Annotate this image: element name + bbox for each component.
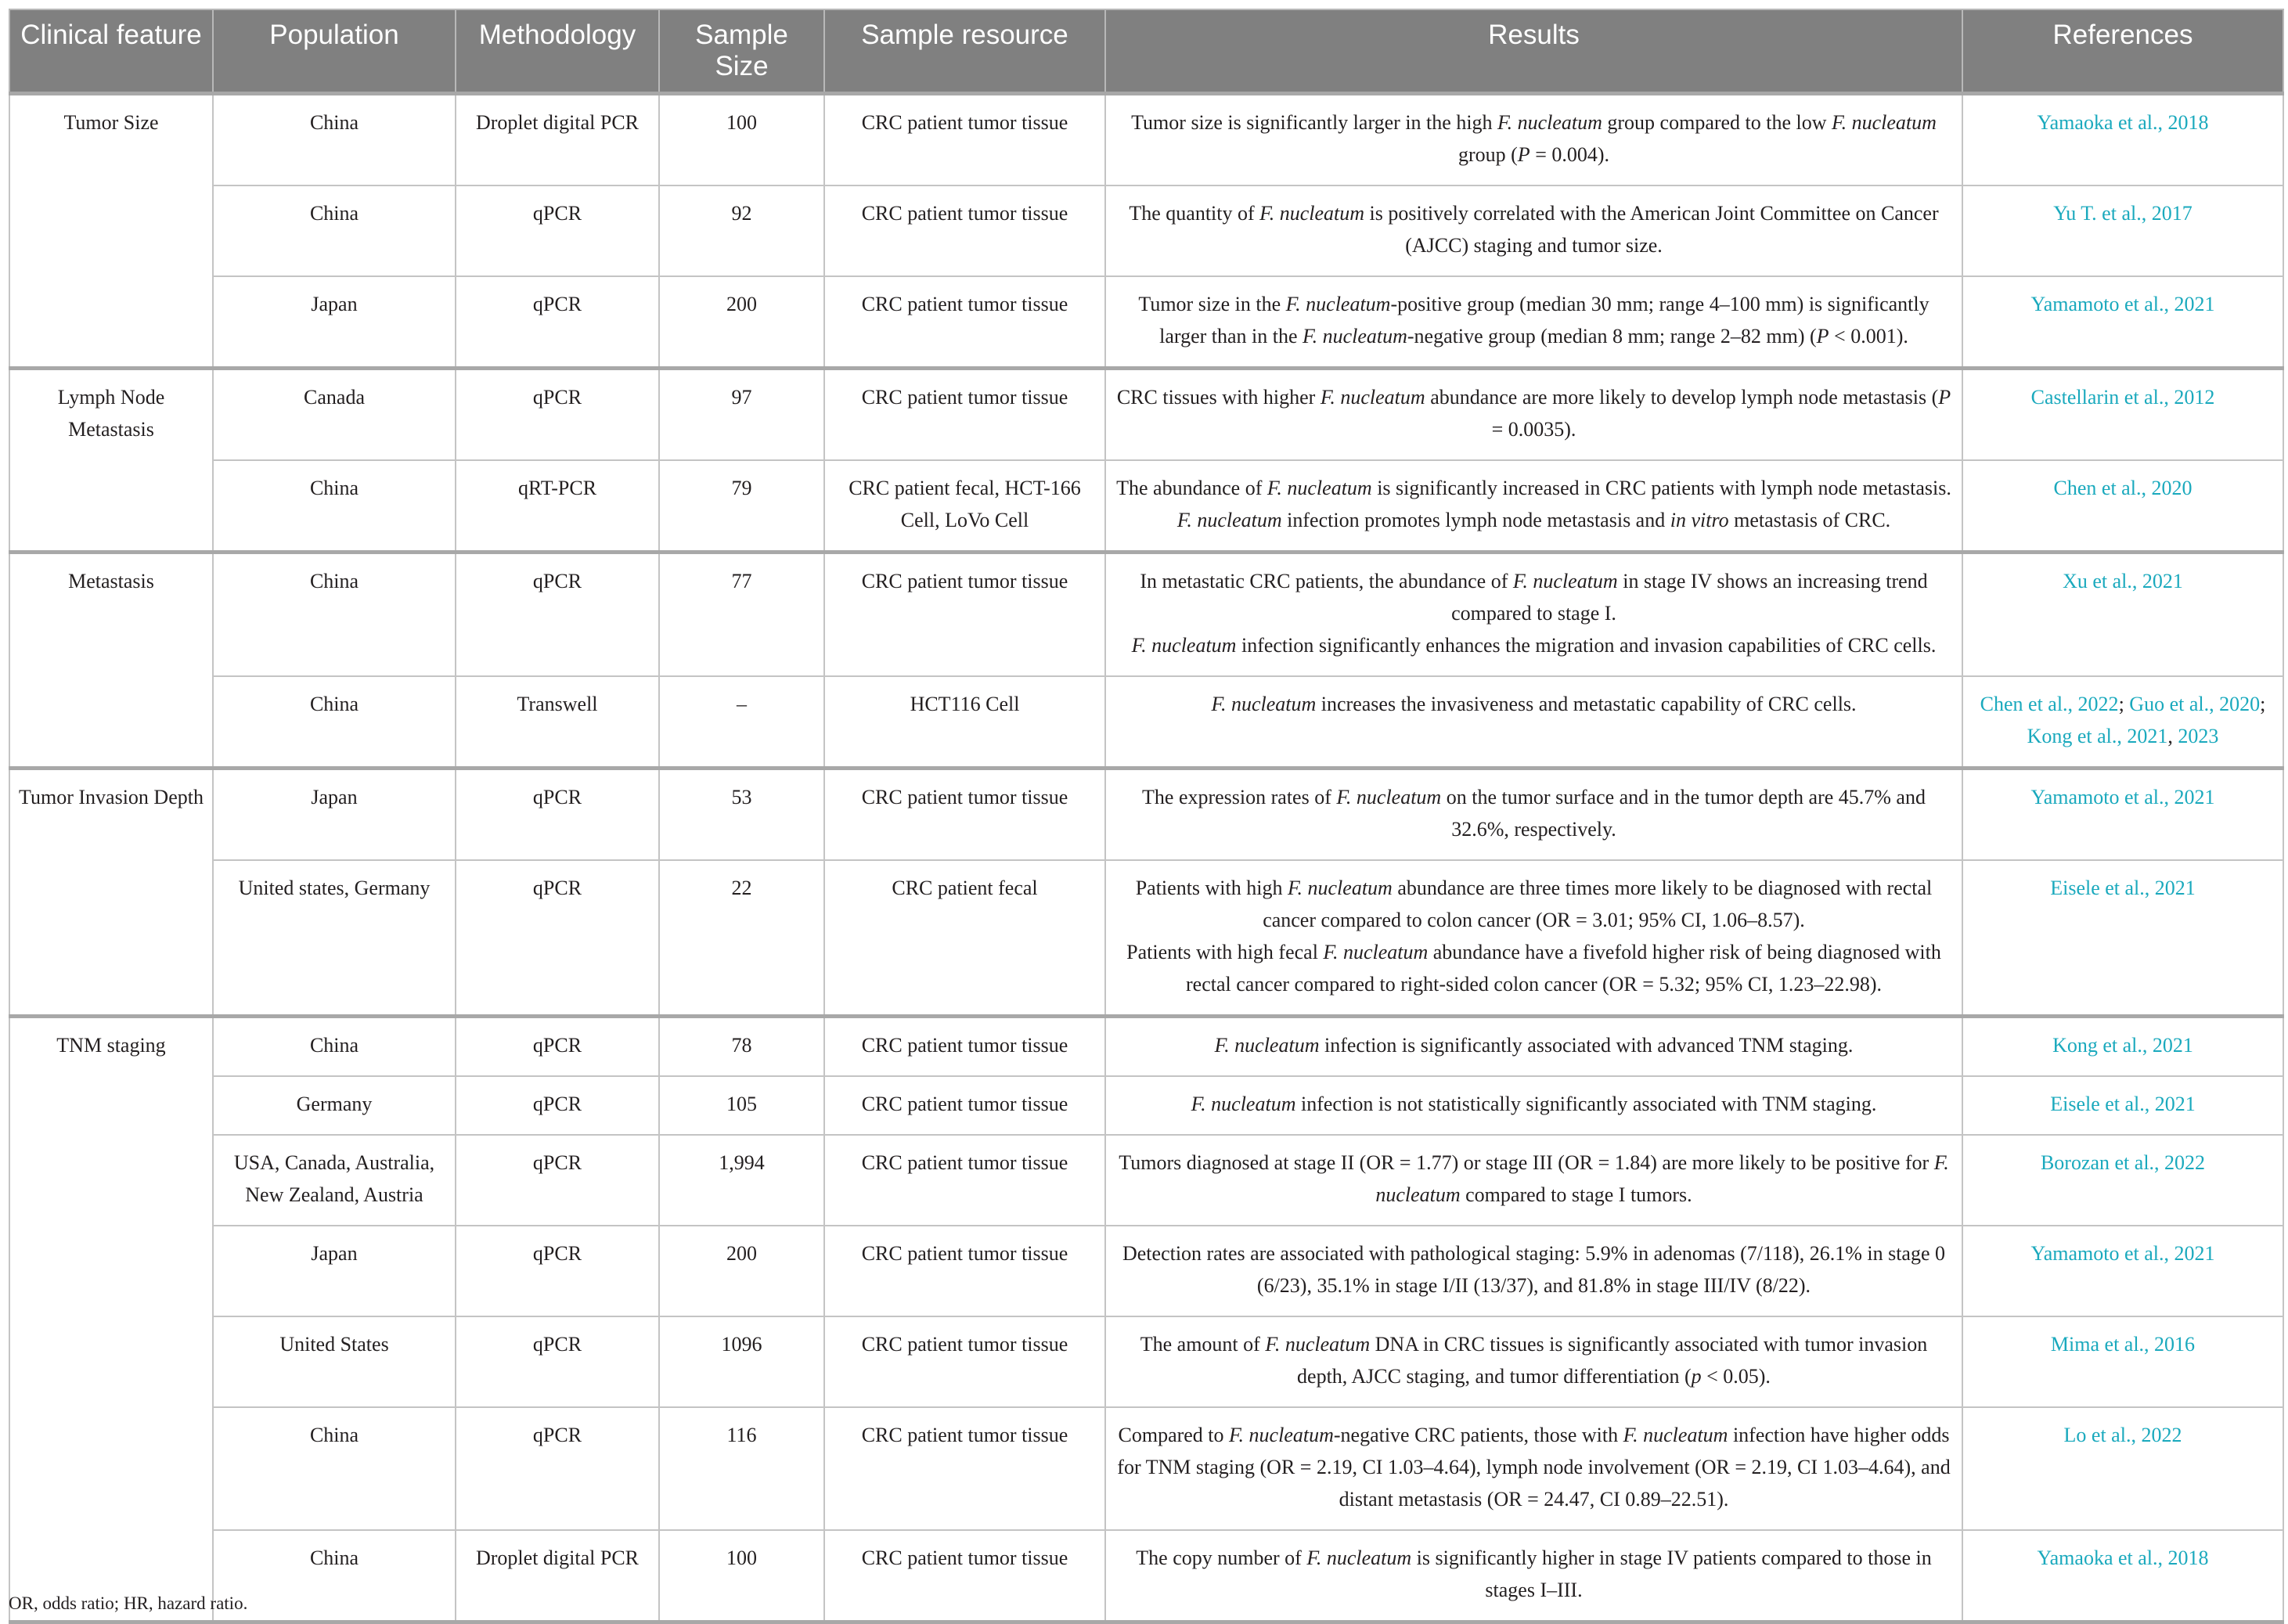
italic-text: F. nucleatum: [1512, 570, 1618, 592]
methodology-cell: Droplet digital PCR: [456, 1530, 659, 1622]
text-segment: CRC tissues with higher: [1116, 386, 1321, 409]
header-methodology: Methodology: [456, 9, 659, 94]
text-segment: infection have higher odds for TNM staging (OR = 2.19, CI 1.03–4.64), lymph node involvement (OR = 2.19, CI 1.03–4.64), and distant metastasis (OR = 24.47, CI 0.89–22.51).: [1117, 1424, 1951, 1511]
sample-resource-cell: CRC patient tumor tissue: [824, 1076, 1105, 1135]
references-cell: [1962, 369, 2283, 461]
text-segment: The quantity of: [1129, 202, 1260, 225]
sample-resource-cell: CRC patient tumor tissue: [824, 1407, 1105, 1530]
results-paragraph: [1114, 1328, 1954, 1392]
reference-link[interactable]: 2023: [2178, 725, 2219, 747]
population-cell: China: [213, 185, 456, 276]
results-paragraph: [1114, 381, 1954, 445]
text-segment: = 0.0035).: [1491, 418, 1576, 441]
results-cell: [1105, 1530, 1962, 1622]
italic-text: F. nucleatum: [1267, 477, 1372, 499]
text-segment: is significantly higher in stage IV patients compared to those in stages I–III.: [1411, 1547, 1932, 1601]
sample-size-cell: 53: [659, 769, 824, 861]
italic-text: F. nucleatum: [1623, 1424, 1728, 1446]
text-segment: is significantly increased in CRC patients with lymph node metastasis.: [1371, 477, 1951, 499]
text-segment: The copy number of: [1136, 1547, 1307, 1569]
reference-link[interactable]: Kong et al., 2021: [2052, 1034, 2193, 1057]
methodology-cell: qPCR: [456, 1017, 659, 1077]
sample-size-cell: 100: [659, 1530, 824, 1622]
italic-text: F. nucleatum: [1336, 786, 1442, 808]
results-cell: [1105, 1316, 1962, 1407]
table-row: [9, 676, 2283, 769]
population-cell: Japan: [213, 1226, 456, 1316]
clinical-feature-cell: Metastasis: [9, 553, 213, 769]
methodology-cell: qPCR: [456, 1316, 659, 1407]
sample-resource-cell: HCT116 Cell: [824, 676, 1105, 769]
references-cell: [1962, 860, 2283, 1017]
results-paragraph: [1114, 1542, 1954, 1606]
references-cell: [1962, 185, 2283, 276]
references-cell: [1962, 1135, 2283, 1226]
references-cell: [1962, 1407, 2283, 1530]
italic-text: F. nucleatum: [1303, 325, 1407, 347]
table-row: [9, 1316, 2283, 1407]
results-paragraph: [1114, 688, 1954, 720]
population-cell: China: [213, 460, 456, 553]
table-row: [9, 460, 2283, 553]
results-cell: [1105, 769, 1962, 861]
sample-resource-cell: CRC patient tumor tissue: [824, 553, 1105, 677]
text-segment: infection promotes lymph node metastasis and: [1281, 509, 1670, 531]
text-segment: Patients with high fecal: [1126, 941, 1324, 963]
text-segment: Detection rates are associated with pathological staging: 5.9% in adenomas (7/118), 26.1% in stage 0 (6/23), 35.1% in stage I/II (13/37), and 81.8% in stage III/IV (8/22).: [1122, 1242, 1946, 1297]
results-cell: [1105, 553, 1962, 677]
results-paragraph: [1114, 781, 1954, 845]
table-row: [9, 185, 2283, 276]
references-cell: [1962, 1316, 2283, 1407]
results-cell: [1105, 94, 1962, 186]
sample-size-cell: 116: [659, 1407, 824, 1530]
results-paragraph: [1114, 288, 1954, 352]
references-cell: [1962, 276, 2283, 369]
references-cell: [1962, 1226, 2283, 1316]
population-cell: China: [213, 94, 456, 186]
text-segment: Tumors diagnosed at stage II (OR = 1.77) or stage III (OR = 1.84) are more likely to be positive for: [1119, 1151, 1934, 1174]
results-cell: [1105, 1076, 1962, 1135]
references-cell: [1962, 460, 2283, 553]
results-cell: [1105, 1135, 1962, 1226]
results-cell: [1105, 1407, 1962, 1530]
references-cell: [1962, 553, 2283, 677]
results-cell: [1105, 460, 1962, 553]
sample-resource-cell: CRC patient tumor tissue: [824, 94, 1105, 186]
italic-text: F. nucleatum: [1287, 877, 1393, 899]
header-references: References: [1962, 9, 2283, 94]
results-paragraph: [1114, 629, 1954, 661]
sample-resource-cell: CRC patient tumor tissue: [824, 1135, 1105, 1226]
population-cell: Canada: [213, 369, 456, 461]
methodology-cell: qPCR: [456, 276, 659, 369]
italic-text: F. nucleatum: [1176, 509, 1282, 531]
italic-text: P: [1517, 143, 1530, 166]
footnote: OR, odds ratio; HR, hazard ratio.: [9, 1593, 248, 1613]
text-segment: -negative CRC patients, those with: [1333, 1424, 1623, 1446]
header-population: Population: [213, 9, 456, 94]
header-sample-resource: Sample resource: [824, 9, 1105, 94]
sample-resource-cell: CRC patient tumor tissue: [824, 1017, 1105, 1077]
clinical-feature-cell: TNM staging: [9, 1017, 213, 1622]
text-segment: The abundance of: [1116, 477, 1267, 499]
reference-link[interactable]: Yamamoto et al., 2021: [2030, 786, 2215, 808]
table-row: [9, 1530, 2283, 1622]
text-segment: The expression rates of: [1142, 786, 1337, 808]
header-sample-size: Sample Size: [659, 9, 824, 94]
separator: ,: [2167, 725, 2178, 747]
text-segment: compared to stage I tumors.: [1460, 1183, 1692, 1206]
text-segment: group (: [1457, 143, 1518, 166]
text-segment: < 0.001).: [1829, 325, 1908, 347]
methodology-cell: qPCR: [456, 1076, 659, 1135]
sample-resource-cell: CRC patient tumor tissue: [824, 185, 1105, 276]
header-clinical-feature: Clinical feature: [9, 9, 213, 94]
population-cell: China: [213, 676, 456, 769]
text-segment: In metastatic CRC patients, the abundance of: [1140, 570, 1513, 592]
results-paragraph: [1114, 1147, 1954, 1211]
population-cell: United states, Germany: [213, 860, 456, 1017]
reference-link[interactable]: Guo et al., 2020: [2129, 693, 2261, 715]
methodology-cell: Transwell: [456, 676, 659, 769]
sample-size-cell: 79: [659, 460, 824, 553]
italic-text: p: [1691, 1365, 1702, 1388]
results-paragraph: [1114, 504, 1954, 536]
methodology-cell: qPCR: [456, 1226, 659, 1316]
reference-link[interactable]: Yamaoka et al., 2018: [2037, 111, 2209, 134]
text-segment: infection is significantly associated with advanced TNM staging.: [1319, 1034, 1854, 1057]
table-row: [9, 1017, 2283, 1077]
results-paragraph: [1114, 936, 1954, 1000]
clinical-features-table: [9, 9, 2284, 1624]
references-cell: [1962, 676, 2283, 769]
results-cell: [1105, 276, 1962, 369]
text-segment: abundance have a fivefold higher risk of being diagnosed with rectal cancer compared to right-sided colon cancer (OR = 5.32; 95% CI, 1.23–22.98).: [1186, 941, 1941, 996]
italic-text: F. nucleatum: [1497, 111, 1602, 134]
population-cell: China: [213, 1017, 456, 1077]
text-segment: infection significantly enhances the migration and invasion capabilities of CRC cells.: [1236, 634, 1937, 657]
clinical-feature-cell: Tumor Size: [9, 94, 213, 369]
reference-link[interactable]: Xu et al., 2021: [2063, 570, 2183, 592]
sample-size-cell: 1,994: [659, 1135, 824, 1226]
results-cell: [1105, 369, 1962, 461]
table-row: [9, 1076, 2283, 1135]
table-row: [9, 1135, 2283, 1226]
reference-link[interactable]: Yamamoto et al., 2021: [2030, 293, 2215, 315]
results-paragraph: [1114, 106, 1954, 171]
sample-size-cell: 92: [659, 185, 824, 276]
reference-link[interactable]: Mima et al., 2016: [2050, 1333, 2196, 1356]
references-cell: [1962, 1076, 2283, 1135]
references-cell: [1962, 769, 2283, 861]
results-cell: [1105, 1017, 1962, 1077]
italic-text: F. nucleatum: [1832, 111, 1937, 134]
results-cell: [1105, 1226, 1962, 1316]
text-segment: Patients with high: [1135, 877, 1288, 899]
italic-text: F. nucleatum: [1306, 1547, 1412, 1569]
reference-link[interactable]: Eisele et al., 2021: [2050, 1093, 2196, 1115]
text-segment: -positive group (median 30 mm; range 4–100 mm) is significantly larger than in the: [1159, 293, 1929, 347]
sample-resource-cell: CRC patient fecal: [824, 860, 1105, 1017]
sample-resource-cell: CRC patient tumor tissue: [824, 1530, 1105, 1622]
references-cell: [1962, 94, 2283, 186]
text-segment: Tumor size is significantly larger in the high: [1131, 111, 1498, 134]
sample-resource-cell: CRC patient tumor tissue: [824, 1316, 1105, 1407]
sample-size-cell: –: [659, 676, 824, 769]
methodology-cell: qPCR: [456, 369, 659, 461]
sample-resource-cell: CRC patient tumor tissue: [824, 769, 1105, 861]
methodology-cell: qPCR: [456, 553, 659, 677]
methodology-cell: qRT-PCR: [456, 460, 659, 553]
results-paragraph: [1114, 565, 1954, 629]
text-segment: infection is not statistically significantly associated with TNM staging.: [1295, 1093, 1877, 1115]
sample-size-cell: 105: [659, 1076, 824, 1135]
population-cell: China: [213, 1407, 456, 1530]
sample-resource-cell: CRC patient tumor tissue: [824, 1226, 1105, 1316]
italic-text: F. nucleatum: [1229, 1424, 1334, 1446]
results-paragraph: [1114, 472, 1954, 504]
text-segment: in stage IV shows an increasing trend compared to stage I.: [1451, 570, 1928, 625]
sample-size-cell: 200: [659, 1226, 824, 1316]
sample-size-cell: 100: [659, 94, 824, 186]
methodology-cell: qPCR: [456, 185, 659, 276]
table-row: [9, 769, 2283, 861]
italic-text: F. nucleatum: [1259, 202, 1365, 225]
clinical-feature-cell: Lymph Node Metastasis: [9, 369, 213, 553]
text-segment: = 0.004).: [1530, 143, 1610, 166]
reference-link[interactable]: Chen et al., 2020: [2053, 477, 2193, 499]
methodology-cell: Droplet digital PCR: [456, 94, 659, 186]
header-results: Results: [1105, 9, 1962, 94]
text-segment: abundance are three times more likely to be diagnosed with rectal cancer compared to colon cancer (OR = 3.01; 95% CI, 1.06–8.57).: [1263, 877, 1933, 931]
results-paragraph: [1114, 197, 1954, 261]
sample-size-cell: 77: [659, 553, 824, 677]
reference-link[interactable]: Borozan et al., 2022: [2040, 1151, 2206, 1174]
methodology-cell: qPCR: [456, 769, 659, 861]
population-cell: United States: [213, 1316, 456, 1407]
results-paragraph: [1114, 1029, 1954, 1061]
italic-text: F. nucleatum: [1211, 693, 1317, 715]
results-paragraph: [1114, 1419, 1954, 1515]
italic-text: F. nucleatum: [1131, 634, 1237, 657]
methodology-cell: qPCR: [456, 1135, 659, 1226]
sample-size-cell: 22: [659, 860, 824, 1017]
methodology-cell: qPCR: [456, 860, 659, 1017]
reference-link[interactable]: Yamaoka et al., 2018: [2037, 1547, 2209, 1569]
header-row: [9, 9, 2283, 94]
table-row: [9, 1407, 2283, 1530]
results-cell: [1105, 860, 1962, 1017]
sample-size-cell: 200: [659, 276, 824, 369]
text-segment: group compared to the low: [1602, 111, 1832, 134]
italic-text: F. nucleatum: [1320, 386, 1425, 409]
text-segment: on the tumor surface and in the tumor depth are 45.7% and 32.6%, respectively.: [1441, 786, 1926, 841]
italic-text: P: [1938, 386, 1951, 409]
reference-link[interactable]: Castellarin et al., 2012: [2030, 386, 2215, 409]
italic-text: F. nucleatum: [1375, 1151, 1949, 1206]
italic-text: P: [1816, 325, 1829, 347]
text-segment: is positively correlated with the American Joint Committee on Cancer (AJCC) staging and tumor size.: [1364, 202, 1939, 257]
population-cell: Japan: [213, 276, 456, 369]
reference-link[interactable]: Yu T. et al., 2017: [2053, 202, 2193, 225]
italic-text: F. nucleatum: [1323, 941, 1429, 963]
text-segment: Compared to: [1118, 1424, 1230, 1446]
references-cell: [1962, 1017, 2283, 1077]
text-segment: DNA in CRC tissues is significantly associated with tumor invasion depth, AJCC staging, and tumor differentiation (: [1297, 1333, 1928, 1388]
references-cell: [1962, 1530, 2283, 1622]
population-cell: China: [213, 1530, 456, 1622]
population-cell: Japan: [213, 769, 456, 861]
text-segment: The amount of: [1140, 1333, 1266, 1356]
separator: ;: [2118, 693, 2130, 715]
results-cell: [1105, 185, 1962, 276]
results-paragraph: [1114, 1088, 1954, 1120]
results-cell: [1105, 676, 1962, 769]
italic-text: F. nucleatum: [1214, 1034, 1320, 1057]
separator: ;: [2260, 693, 2266, 715]
table-row: [9, 553, 2283, 677]
sample-resource-cell: CRC patient tumor tissue: [824, 369, 1105, 461]
reference-link[interactable]: Chen et al., 2022: [1980, 693, 2119, 715]
italic-text: F. nucleatum: [1285, 293, 1391, 315]
italic-text: F. nucleatum: [1265, 1333, 1371, 1356]
population-cell: USA, Canada, Australia, New Zealand, Austria: [213, 1135, 456, 1226]
italic-text: in vitro: [1670, 509, 1729, 531]
table-row: [9, 276, 2283, 369]
text-segment: < 0.05).: [1701, 1365, 1771, 1388]
italic-text: F. nucleatum: [1191, 1093, 1296, 1115]
table-body: [9, 94, 2283, 1622]
text-segment: Tumor size in the: [1138, 293, 1286, 315]
clinical-feature-cell: Tumor Invasion Depth: [9, 769, 213, 1017]
table-row: [9, 860, 2283, 1017]
methodology-cell: qPCR: [456, 1407, 659, 1530]
sample-size-cell: 97: [659, 369, 824, 461]
reference-link[interactable]: Lo et al., 2022: [2063, 1424, 2182, 1446]
reference-link[interactable]: Eisele et al., 2021: [2050, 877, 2196, 899]
text-segment: -negative group (median 8 mm; range 2–82 mm) (: [1407, 325, 1817, 347]
sample-size-cell: 1096: [659, 1316, 824, 1407]
sample-resource-cell: CRC patient fecal, HCT-166 Cell, LoVo Cell: [824, 460, 1105, 553]
table-row: [9, 1226, 2283, 1316]
reference-link[interactable]: Yamamoto et al., 2021: [2030, 1242, 2215, 1265]
sample-resource-cell: CRC patient tumor tissue: [824, 276, 1105, 369]
sample-size-cell: 78: [659, 1017, 824, 1077]
text-segment: increases the invasiveness and metastatic capability of CRC cells.: [1316, 693, 1857, 715]
text-segment: metastasis of CRC.: [1728, 509, 1891, 531]
text-segment: abundance are more likely to develop lymph node metastasis (: [1425, 386, 1939, 409]
results-paragraph: [1114, 872, 1954, 936]
population-cell: China: [213, 553, 456, 677]
population-cell: Germany: [213, 1076, 456, 1135]
table-row: [9, 369, 2283, 461]
table-row: [9, 94, 2283, 186]
reference-link[interactable]: Kong et al., 2021: [2027, 725, 2168, 747]
results-paragraph: [1114, 1237, 1954, 1302]
